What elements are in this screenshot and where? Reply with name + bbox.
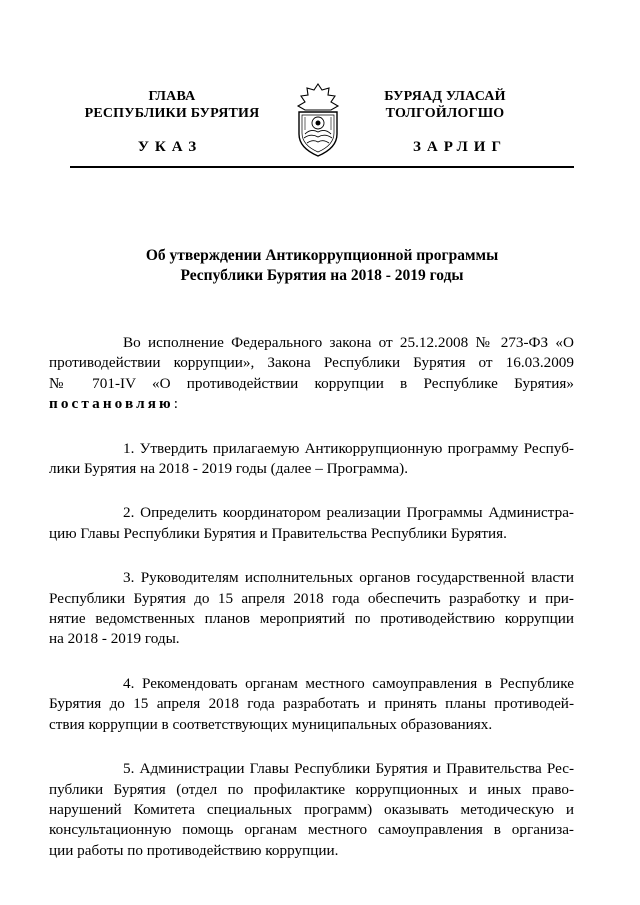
preamble-paragraph — [49, 333, 574, 415]
item-line: цию Главы Республики Бурятия и Правительства Республики Бурятия. — [49, 524, 507, 542]
header-divider — [70, 166, 574, 168]
item-paragraph-5 — [49, 759, 574, 861]
item-line: нятие ведомственных планов мероприятий по противодействию коррупции — [49, 610, 574, 628]
item-line: ции работы по противодействию коррупции. — [49, 841, 339, 859]
resolution-colon: : — [173, 395, 178, 413]
header-right-line1: БУРЯАД УЛАСАЙ — [384, 89, 506, 104]
item-paragraph-2 — [49, 503, 574, 544]
preamble-line: № 701-IV «О противодействии коррупции в Республике Бурятия» — [49, 374, 574, 392]
document-body — [49, 333, 574, 861]
item-paragraph-1 — [49, 439, 574, 480]
title-line2: Республики Бурятия на 2018 - 2019 годы — [180, 267, 464, 284]
item-line: 4. Рекомендовать органам местного самоуправления в Республике — [123, 674, 574, 692]
item-line: Бурятия до 15 апреля 2018 года разработать и принять планы противодей- — [49, 695, 574, 713]
header-left-line2: РЕСПУБЛИКИ БУРЯТИЯ — [84, 106, 260, 121]
header-right-authority — [330, 88, 560, 122]
resolution-word: постановляю — [49, 395, 174, 413]
preamble-line: Во исполнение Федерального закона от 25.12.2008 № 273-ФЗ «О — [123, 334, 574, 351]
item-paragraph-3 — [49, 568, 574, 650]
item-line: 3. Руководителям исполнительных органов государственной власти — [123, 569, 574, 587]
item-line: 2. Определить координатором реализации Программы Администра- — [123, 504, 574, 522]
item-line: публики Бурятия (отдел по профилактике коррупционных и иных право- — [49, 780, 574, 798]
document-title — [70, 246, 574, 286]
decree-type-left: УКАЗ — [137, 139, 203, 155]
item-line: 5. Администрации Главы Республики Бурятия и Правительства Рес- — [123, 760, 574, 778]
title-line1: Об утверждении Антикоррупционной программы — [145, 247, 499, 264]
header-right-line2: ТОЛГОЙЛОГШО — [385, 106, 505, 121]
preamble-resolution-line — [49, 394, 574, 414]
preamble-line: противодействии коррупции», Закона Республики Бурятия от 16.03.2009 — [49, 354, 574, 372]
item-paragraph-4 — [49, 674, 574, 735]
item-line: нарушений Комитета специальных программ) оказывать методическую и — [49, 800, 574, 818]
header-left-authority — [42, 88, 302, 122]
header-left-line1: ГЛАВА — [148, 89, 196, 104]
item-line: 1. Утвердить прилагаемую Антикоррупционную программу Респуб- — [123, 439, 574, 457]
item-line: лики Бурятия на 2018 - 2019 годы (далее – Программа). — [49, 460, 409, 478]
item-line: ствия коррупции в соответствующих муниципальных образованиях. — [49, 715, 493, 733]
item-line: консультационную помощь органам местного самоуправления в организа- — [49, 821, 574, 839]
item-line: Республики Бурятия до 15 апреля 2018 года обеспечить разработку и при- — [49, 589, 574, 607]
item-line: на 2018 - 2019 годы. — [49, 630, 180, 648]
decree-type-right: ЗАРЛИГ — [412, 139, 508, 155]
